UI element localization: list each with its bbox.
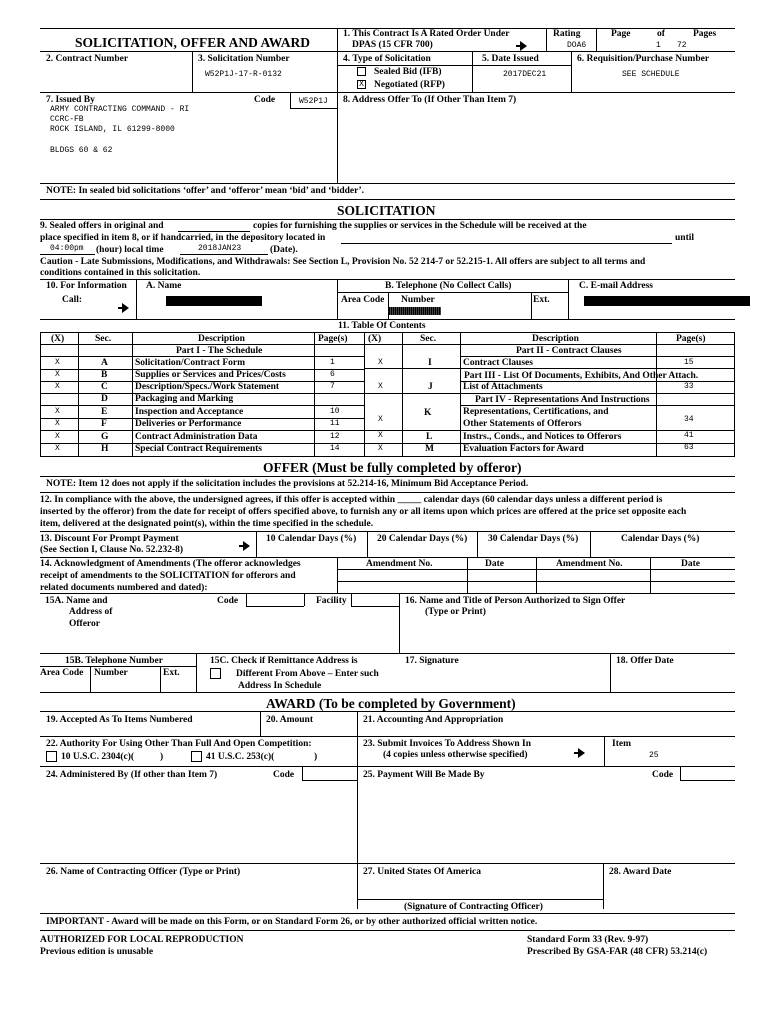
- toc-desc-header-right: Description: [532, 334, 579, 344]
- hour-label: (hour) local time: [96, 245, 164, 255]
- solicitation-number-value: W52P1J-17-R-0132: [205, 70, 282, 79]
- remittance-address-checkbox[interactable]: [210, 668, 221, 679]
- number-label: Number: [401, 295, 435, 305]
- item15b-number: Number: [94, 668, 128, 678]
- toc-row-8-section: H: [101, 444, 109, 454]
- item13-line-1: 13. Discount For Prompt Payment: [40, 534, 179, 544]
- toc-part3: Part III - List Of Documents, Exhibits, And Other Attach.: [464, 371, 699, 381]
- toc-x-header-right: (X): [368, 334, 382, 344]
- toc-m-x: X: [378, 444, 383, 453]
- item25: 25. Payment Will Be Made By: [363, 770, 485, 780]
- solicitation-title: SOLICITATION: [337, 203, 436, 218]
- item16-line-2: (Type or Print): [425, 607, 486, 617]
- item14-line-3: related documents numbered and dated):: [40, 583, 208, 593]
- arrow-right-icon: [520, 41, 527, 51]
- area-code-label: Area Code: [341, 295, 385, 305]
- requisition-label: 6. Requisition/Purchase Number: [577, 54, 710, 64]
- rated-order-label: 1. This Contract Is A Rated Order Under: [343, 29, 510, 39]
- date-issued-value: 2017DEC21: [503, 70, 547, 79]
- usc-41-checkbox[interactable]: [191, 751, 202, 762]
- item9-text-a: 9. Sealed offers in original and: [40, 221, 164, 231]
- toc-pages-header-right: Page(s): [676, 334, 706, 344]
- rating-value: DOA6: [567, 41, 587, 50]
- toc-row-3-x-mark: X: [55, 382, 60, 391]
- toc-row-1-page: 1: [330, 358, 335, 367]
- toc-k-desc-1: Representations, Certifications, and: [463, 407, 609, 417]
- item25-code: Code: [652, 770, 674, 780]
- toc-desc-header-left: Description: [198, 334, 245, 344]
- toc-sec-header-right: Sec.: [420, 334, 437, 344]
- toc-row-7-section: G: [101, 432, 109, 442]
- toc-row-6-section: F: [101, 419, 107, 429]
- email-redaction: [584, 296, 750, 306]
- discount-20-days: 20 Calendar Days (%): [377, 534, 468, 544]
- dpas-label: DPAS (15 CFR 700): [352, 40, 433, 50]
- toc-row-5-x-mark: X: [55, 407, 60, 416]
- toc-row-7-description: Contract Administration Data: [135, 432, 258, 442]
- discount-30-days: 30 Calendar Days (%): [488, 534, 579, 544]
- toc-l-sec: L: [426, 432, 433, 442]
- issued-by-line-2: CCRC-FB: [50, 115, 84, 124]
- date-issued-label: 5. Date Issued: [482, 54, 539, 64]
- discount-calendar-days: Calendar Days (%): [621, 534, 700, 544]
- toc-row-8-page: 14: [330, 444, 340, 453]
- item15c-line-1: 15C. Check if Remittance Address is: [210, 656, 358, 666]
- item15a-line-3: Offeror: [69, 619, 100, 629]
- toc-l-x: X: [378, 431, 383, 440]
- item9-text-b: copies for furnishing the supplies or services in the Schedule will be received at the: [253, 221, 587, 231]
- caution-line-1: Caution - Late Submissions, Modifications, and Withdrawals: See Section L, Provision No. 52 214-7 or 52.215-1. All offers are subject to all terms and: [40, 257, 646, 267]
- requisition-value: SEE SCHEDULE: [622, 70, 680, 79]
- item15c-line-2: Different From Above – Enter such: [236, 669, 379, 679]
- amendment-date-1: Date: [485, 559, 504, 569]
- discount-10-days: 10 Calendar Days (%): [266, 534, 357, 544]
- toc-j-desc: List of Attachments: [463, 382, 543, 392]
- time-value: 04:00pm: [50, 244, 84, 253]
- footer-prescribed-by: Prescribed By GSA-FAR (48 CFR) 53.214(c): [527, 947, 708, 957]
- toc-j-page: 33: [684, 382, 694, 391]
- toc-row-6-page: 11: [330, 419, 340, 428]
- toc-row-8-description: Special Contract Requirements: [135, 444, 263, 454]
- item-value: 25: [649, 751, 659, 760]
- toc-row-1-section: A: [101, 358, 108, 368]
- toc-row-5-description: Inspection and Acceptance: [135, 407, 244, 417]
- page-label: Page: [611, 29, 631, 39]
- item9-text-c: place specified in item 8, or if handcarried, in the depository located in: [40, 233, 326, 243]
- item15a-code: Code: [217, 596, 239, 606]
- item15b-area-code: Area Code: [40, 668, 84, 678]
- item17-signature: 17. Signature: [405, 656, 459, 666]
- item15a-line-2: Address of: [69, 607, 113, 617]
- sealed-bid-note: NOTE: In sealed bid solicitations ‘offer’ and ‘offeror’ mean ‘bid’ and ‘bidder’.: [46, 186, 365, 196]
- toc-row-4-description: Packaging and Marking: [135, 394, 234, 404]
- item14-line-1: 14. Acknowledgment of Amendments (The offeror acknowledges: [40, 559, 301, 569]
- item14-line-2: receipt of amendments to the SOLICITATION for offerors and: [40, 571, 296, 581]
- amendment-no-2: Amendment No.: [556, 559, 623, 569]
- toc-row-2-section: B: [101, 370, 108, 380]
- number-redaction: [389, 307, 441, 315]
- of-label: of: [657, 29, 665, 39]
- item19: 19. Accepted As To Items Numbered: [46, 715, 193, 725]
- toc-part1: Part I - The Schedule: [176, 346, 263, 356]
- for-information-label: 10. For Information: [46, 281, 127, 291]
- address-offer-label: 8. Address Offer To (If Other Than Item 7): [343, 95, 517, 105]
- issued-by-line-1: ARMY CONTRACTING COMMAND - RI: [50, 105, 190, 114]
- toc-row-3-section: C: [101, 382, 108, 392]
- arrow-right-icon: [243, 541, 250, 551]
- item20: 20. Amount: [266, 715, 313, 725]
- usc-10-checkbox[interactable]: [46, 751, 57, 762]
- award-title: AWARD (To be completed by Government): [266, 696, 516, 711]
- code-label: Code: [254, 95, 276, 105]
- toc-x-header-left: (X): [51, 334, 65, 344]
- toc-k-desc-2: Other Statements of Offerors: [463, 419, 582, 429]
- toc-row-4-section: D: [101, 394, 108, 404]
- contract-number-label: 2. Contract Number: [46, 54, 129, 64]
- toc-k-x: X: [378, 415, 383, 424]
- item22: 22. Authority For Using Other Than Full And Open Competition:: [46, 739, 312, 749]
- toc-i-sec: I: [428, 358, 432, 368]
- toc-part4: Part IV - Representations And Instructions: [475, 395, 650, 405]
- item23-line-1: 23. Submit Invoices To Address Shown In: [363, 739, 531, 749]
- toc-i-page: 15: [684, 358, 694, 367]
- name-redaction: [166, 296, 262, 306]
- item9-until: until: [675, 233, 695, 243]
- caution-line-2: conditions contained in this solicitation.: [40, 268, 201, 278]
- issued-by-label: 7. Issued By: [46, 95, 95, 105]
- pages-label: Pages: [693, 29, 717, 39]
- item15b-label: 15B. Telephone Number: [65, 656, 163, 666]
- toc-row-7-page: 12: [330, 432, 340, 441]
- ext-label: Ext.: [533, 295, 550, 305]
- item15c-line-3: Address In Schedule: [238, 681, 322, 691]
- item27: 27. United States Of America: [363, 867, 481, 877]
- name-label: A. Name: [146, 281, 182, 291]
- toc-sec-header-left: Sec.: [95, 334, 112, 344]
- amendment-date-2: Date: [681, 559, 700, 569]
- toc-j-x: X: [378, 382, 383, 391]
- item24-code: Code: [273, 770, 295, 780]
- date-value: 2018JAN23: [198, 244, 242, 253]
- rating-label: Rating: [553, 29, 581, 39]
- toc-i-desc: Contract Clauses: [463, 358, 533, 368]
- issued-by-line-3: ROCK ISLAND, IL 61299-8000: [50, 125, 175, 134]
- important-note: IMPORTANT - Award will be made on this Form, or on Standard Form 26, or by other authorized official written notice.: [46, 917, 538, 927]
- item28: 28. Award Date: [609, 867, 672, 877]
- item26: 26. Name of Contracting Officer (Type or Print): [46, 867, 241, 877]
- note-12: NOTE: Item 12 does not apply if the solicitation includes the provisions at 52.214-16, Minimum Bid Acceptance Period.: [46, 479, 529, 489]
- form-title: SOLICITATION, OFFER AND AWARD: [75, 35, 311, 50]
- toc-part2: Part II - Contract Clauses: [516, 346, 622, 356]
- officer-signature-caption: (Signature of Contracting Officer): [404, 902, 543, 912]
- toc-row-2-page: 6: [330, 370, 335, 379]
- toc-row-1-x-mark: X: [55, 358, 60, 367]
- toc-j-sec: J: [428, 382, 433, 392]
- offer-title: OFFER (Must be fully completed by offeror): [263, 460, 522, 475]
- item23-line-2: (4 copies unless otherwise specified): [383, 750, 528, 760]
- telephone-label: B. Telephone (No Collect Calls): [385, 281, 512, 291]
- item15a-facility: Facility: [316, 596, 347, 606]
- pages-value: 72: [677, 41, 687, 50]
- toc-m-page: 63: [684, 443, 694, 452]
- usc-41-paren: ): [314, 752, 318, 762]
- toc-row-6-x-mark: X: [55, 419, 60, 428]
- sealed-bid-label: Sealed Bid (IFB): [374, 67, 442, 77]
- email-label: C. E-mail Address: [579, 281, 653, 291]
- usc-41-label: 41 U.S.C. 253(c)(: [206, 752, 275, 762]
- code-value: W52P1J: [299, 97, 328, 106]
- item13-line-2: (See Section I, Clause No. 52.232-8): [40, 545, 184, 555]
- sealed-bid-checkbox[interactable]: [357, 67, 366, 76]
- usc-10-label: 10 U.S.C. 2304(c)(: [61, 752, 135, 762]
- toc-m-desc: Evaluation Factors for Award: [463, 444, 584, 454]
- item24: 24. Administered By (If other than Item 7): [46, 770, 218, 780]
- negotiated-label: Negotiated (RFP): [374, 80, 445, 90]
- negotiated-checkbox[interactable]: X: [357, 80, 366, 89]
- toc-pages-header-left: Page(s): [318, 334, 348, 344]
- toc-row-5-page: 10: [330, 407, 340, 416]
- toc-row-7-x-mark: X: [55, 432, 60, 441]
- arrow-right-icon: [122, 303, 129, 313]
- footer-reproduction: AUTHORIZED FOR LOCAL REPRODUCTION: [40, 935, 244, 945]
- toc-title: 11. Table Of Contents: [338, 321, 426, 331]
- toc-i-x: X: [378, 358, 383, 367]
- item12-line-3: item, delivered at the designated point(s), within the time specified in the schedule.: [40, 519, 374, 529]
- item15a-line-1: 15A. Name and: [45, 596, 108, 606]
- date-label: (Date).: [270, 245, 298, 255]
- toc-m-sec: M: [425, 444, 434, 454]
- page-value: 1: [656, 41, 661, 50]
- toc-row-2-x-mark: X: [55, 370, 60, 379]
- toc-row-3-description: Description/Specs./Work Statement: [135, 382, 280, 392]
- item18-offer-date: 18. Offer Date: [616, 656, 674, 666]
- solicitation-number-label: 3. Solicitation Number: [198, 54, 290, 64]
- call-label: Call:: [62, 295, 83, 305]
- footer-previous-edition: Previous edition is unusable: [40, 947, 154, 957]
- toc-row-6-description: Deliveries or Performance: [135, 419, 242, 429]
- item12-line-1: 12. In compliance with the above, the undersigned agrees, if this offer is accepted within _____ calendar days (60 calendar days unless a different period is: [40, 495, 663, 505]
- item12-line-2: inserted by the offeror) from the date for receipt of offers specified above, to furnish any or all items upon which prices are offered at the price set opposite each: [40, 507, 687, 517]
- issued-by-line-5: BLDGS 60 & 62: [50, 146, 113, 155]
- item-label: Item: [612, 739, 631, 749]
- type-of-solicitation-label: 4. Type of Solicitation: [343, 54, 431, 64]
- toc-row-2-description: Supplies or Services and Prices/Costs: [135, 370, 286, 380]
- toc-l-page: 41: [684, 431, 694, 440]
- toc-row-3-page: 7: [330, 382, 335, 391]
- toc-k-page: 34: [684, 415, 694, 424]
- arrow-right-icon: [578, 748, 585, 758]
- amendment-no-1: Amendment No.: [366, 559, 433, 569]
- usc-10-paren: ): [160, 752, 164, 762]
- toc-row-8-x-mark: X: [55, 444, 60, 453]
- toc-l-desc: Instrs., Conds., and Notices to Offerors: [463, 432, 622, 442]
- toc-row-1-description: Solicitation/Contract Form: [135, 358, 246, 368]
- item16-line-1: 16. Name and Title of Person Authorized to Sign Offer: [405, 596, 626, 606]
- footer-form-number: Standard Form 33 (Rev. 9-97): [527, 935, 649, 945]
- item15b-ext: Ext.: [163, 668, 180, 678]
- toc-row-5-section: E: [101, 407, 108, 417]
- item21: 21. Accounting And Appropriation: [363, 715, 504, 725]
- toc-k-sec: K: [424, 408, 432, 418]
